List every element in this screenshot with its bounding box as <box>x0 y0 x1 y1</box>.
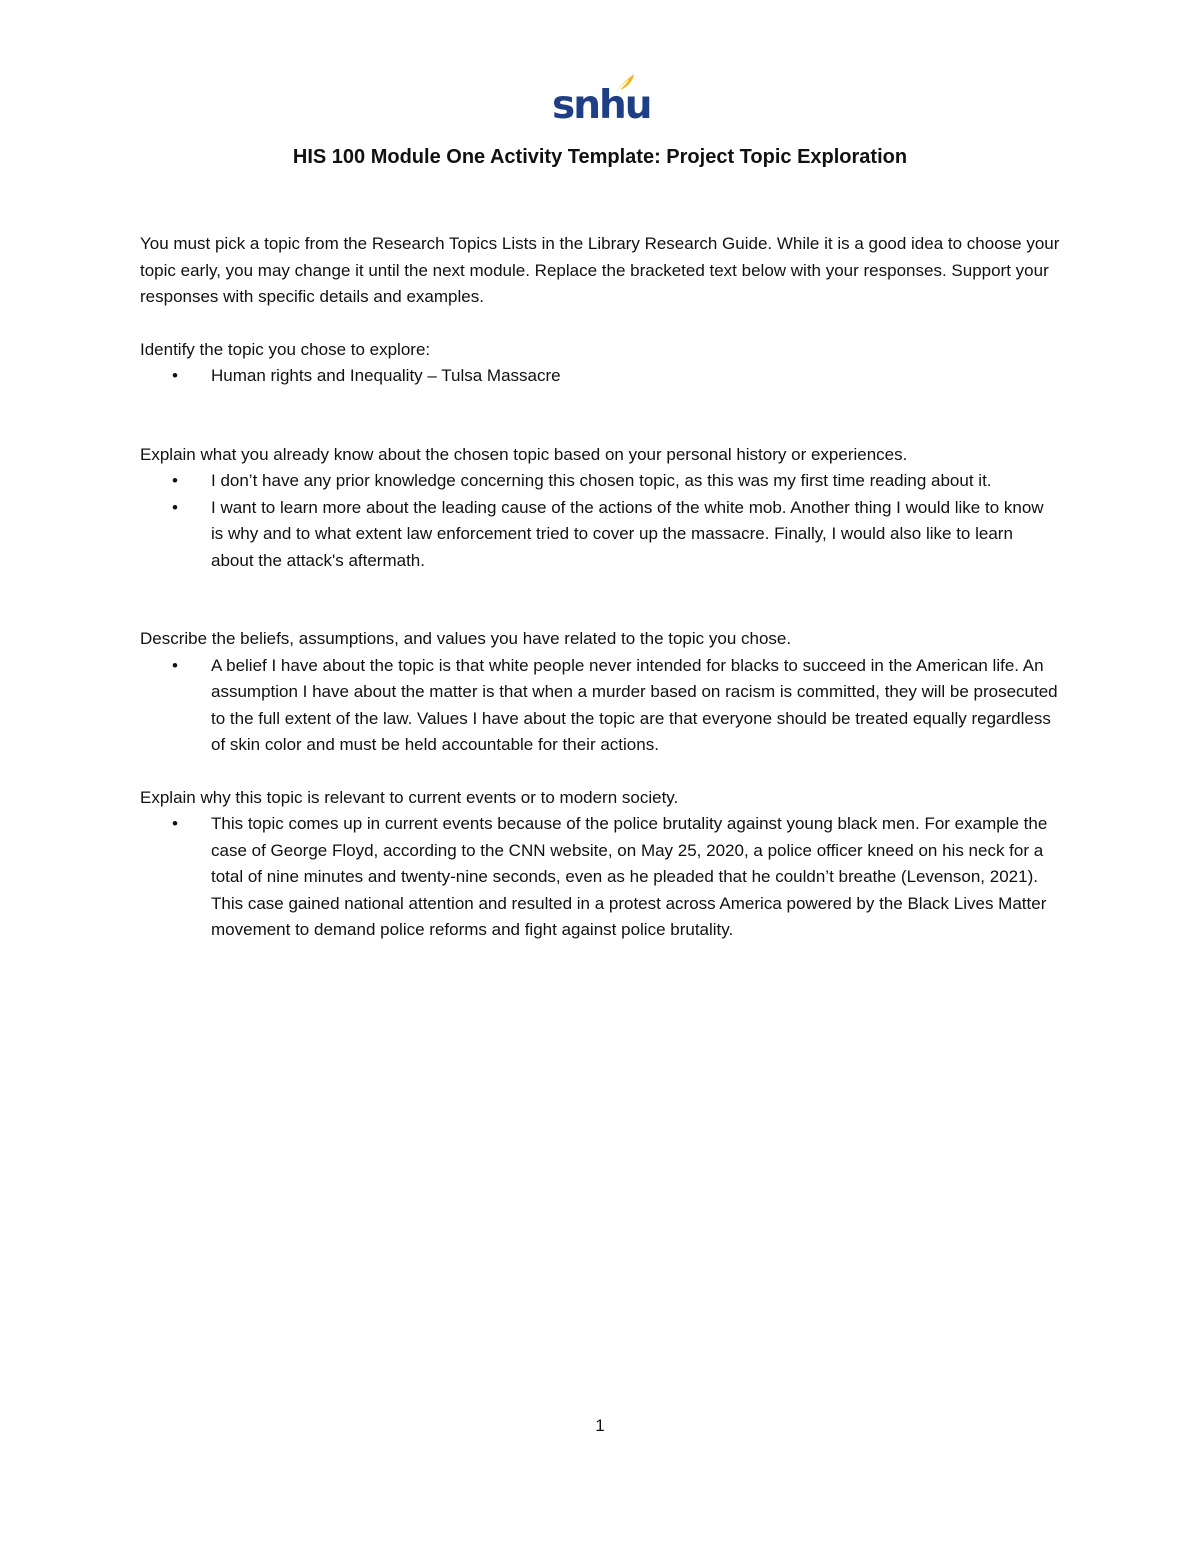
snhu-logo <box>552 72 651 134</box>
list-item <box>140 811 1060 944</box>
list-item <box>140 653 1060 759</box>
response-list <box>140 468 1060 574</box>
response-list <box>140 363 1060 390</box>
response-list <box>140 811 1060 944</box>
document-title: HIS 100 Module One Activity Template: Project Topic Exploration <box>292 146 908 168</box>
response-text: Human rights and Inequality – Tulsa Massacre <box>211 366 561 385</box>
page-number: 1 <box>595 1416 605 1435</box>
bullet-icon: • <box>172 497 178 517</box>
bullet-icon: • <box>172 471 178 490</box>
document-body <box>140 231 1060 944</box>
section-prompt: Explain what you already know about the chosen topic based on your personal history or experiences. <box>140 444 908 464</box>
response-text: I want to learn more about the leading cause of the actions of the white mob. Another thing I would like to know is why and to what extent law enforcement tried to cover up the massacre. Finally, I would also like to learn about the attack's aftermath. <box>211 497 1044 570</box>
response-text: I don’t have any prior knowledge concerning this chosen topic, as this was my first time reading about it. <box>211 471 992 490</box>
intro-paragraph: You must pick a topic from the Research Topics Lists in the Library Research Guide. While it is a good idea to choose your topic early, you may change it until the next module. Replace the bracketed text below with your responses. Support your responses with specific details and examples. <box>140 234 1060 306</box>
section-prompt: Identify the topic you chose to explore: <box>140 339 431 359</box>
section-prompt: Explain why this topic is relevant to current events or to modern society. <box>140 787 679 807</box>
bullet-icon: • <box>172 366 178 385</box>
logo-wordmark: snhu <box>552 83 651 128</box>
list-item <box>140 363 1060 390</box>
list-item <box>140 495 1060 575</box>
response-text: This topic comes up in current events because of the police brutality against young black men. For example the case of George Floyd, according to the CNN website, on May 25, 2020, a police officer kneed on his neck for a total of nine minutes and twenty-nine seconds, even as he pleaded that he couldn’t breathe (Levenson, 2021). This case gained national attention and resulted in a protest across America powered by the Black Lives Matter movement to demand police reforms and fight against police brutality. <box>211 814 1048 939</box>
response-list <box>140 653 1060 759</box>
list-item <box>140 468 1060 495</box>
bullet-icon: • <box>172 814 178 833</box>
response-text: A belief I have about the topic is that white people never intended for blacks to succeed in the American life. An assumption I have about the matter is that when a murder based on racism is committed, they will be prosecuted to the full extent of the law. Values I have about the topic are that everyone should be treated equally regardless of skin color and must be held accountable for their actions. <box>211 655 1058 754</box>
bullet-icon: • <box>172 655 178 675</box>
section-prompt: Describe the beliefs, assumptions, and values you have related to the topic you chose. <box>140 629 792 648</box>
